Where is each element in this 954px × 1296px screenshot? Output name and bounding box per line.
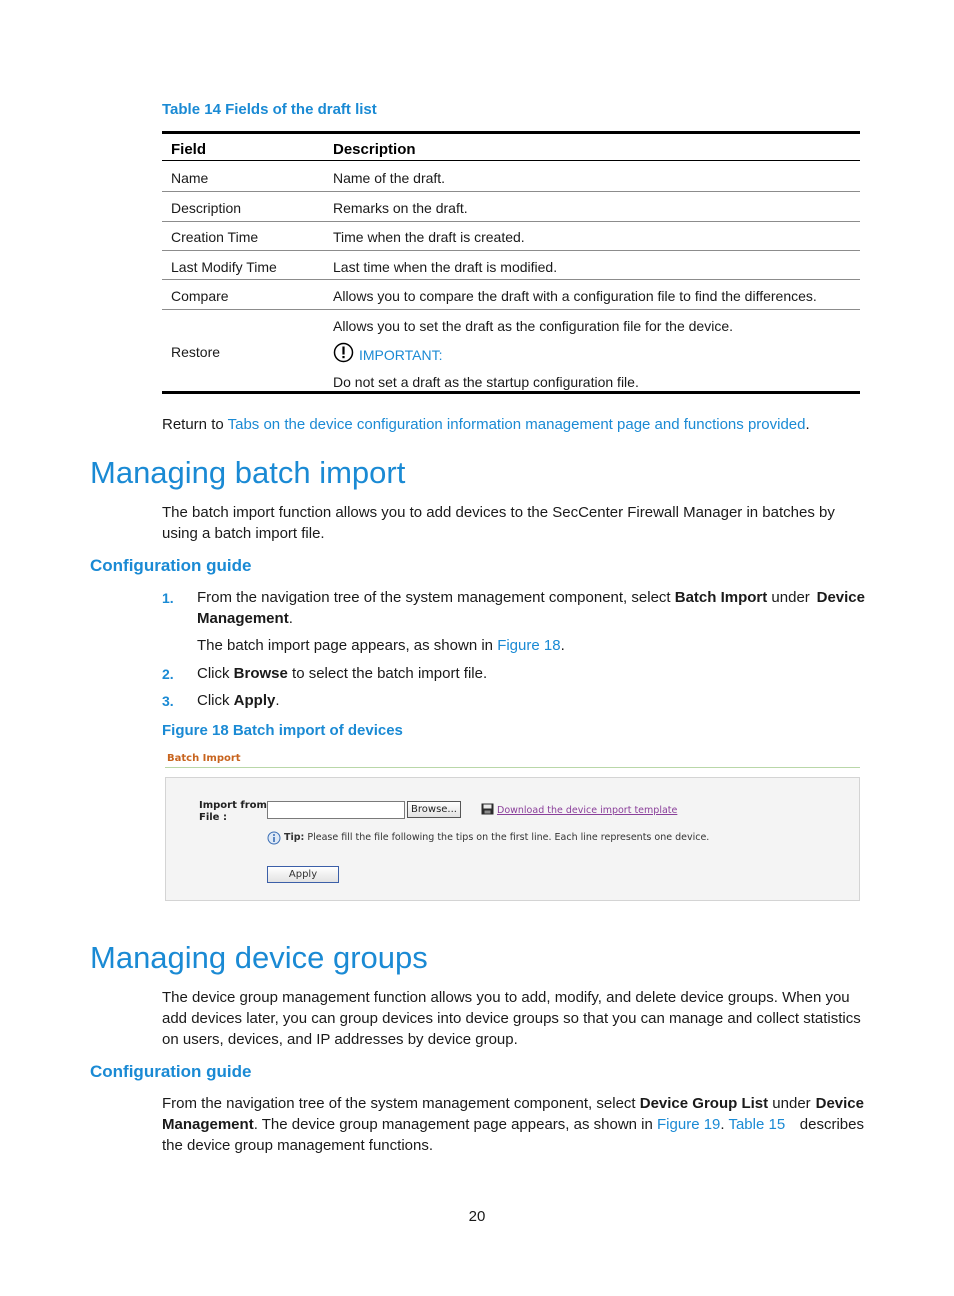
step-text: Click <box>197 665 234 682</box>
step-text: to select the batch import file. <box>287 665 488 682</box>
step-text: . <box>560 637 565 654</box>
row-name-field: Name <box>171 170 209 186</box>
row-description-description: Remarks on the draft. <box>333 200 468 216</box>
section-title-batch-import: Managing batch import <box>90 455 406 490</box>
intro-line: The device group management function allows you to add, modify, and delete device groups. When you <box>162 989 850 1006</box>
return-suffix: . <box>805 416 810 433</box>
row-divider <box>162 279 860 280</box>
figure-caption: Figure 18 Batch import of devices <box>162 722 403 739</box>
table-caption: Table 14 Fields of the draft list <box>162 101 377 118</box>
step-text: From the navigation tree of the system management component, select <box>197 589 675 606</box>
return-prefix: Return to <box>162 416 228 433</box>
browse-button[interactable]: Browse... <box>407 801 461 818</box>
row-compare-field: Compare <box>171 288 229 304</box>
intro-line: add devices later, you can group devices into device groups so that you can manage and collect statistics <box>162 1010 861 1027</box>
intro-line: on users, devices, and IP addresses by device group. <box>162 1031 518 1048</box>
return-line <box>162 414 810 435</box>
import-from-label <box>199 800 267 824</box>
figure-19-link[interactable]: Figure 19 <box>657 1116 721 1133</box>
step-number: 3. <box>162 693 174 709</box>
table-bottom-rule <box>162 391 860 394</box>
save-icon <box>481 803 494 815</box>
subsection-title-configuration-guide: Configuration guide <box>90 556 252 575</box>
row-restore-field: Restore <box>171 344 221 360</box>
apply-button[interactable]: Apply <box>267 866 339 883</box>
step-1-line-1 <box>197 587 865 608</box>
device-group-guide-paragraph <box>162 1093 864 1156</box>
step-2 <box>197 663 487 684</box>
guide-line-1 <box>162 1093 864 1114</box>
important-label: IMPORTANT: <box>359 347 443 363</box>
panel-title-rule <box>165 767 860 768</box>
subsection-title-configuration-guide: Configuration guide <box>90 1062 252 1081</box>
batch-import-panel-title: Batch Import <box>167 753 241 764</box>
guide-text: describes <box>799 1116 864 1133</box>
guide-line-3: the device group management functions. <box>162 1137 434 1154</box>
step-bold-browse: Browse <box>233 665 288 682</box>
important-icon <box>333 342 354 363</box>
batch-import-intro <box>162 502 864 544</box>
step-3 <box>197 690 280 711</box>
table-header-rule <box>162 160 860 161</box>
device-groups-intro <box>162 987 864 1050</box>
step-text: Click <box>197 692 234 709</box>
row-creation-time-field: Creation Time <box>171 229 259 245</box>
import-file-input[interactable] <box>267 801 405 819</box>
step-1-result <box>197 635 565 656</box>
guide-bold-device-group-list: Device Group List <box>639 1095 769 1112</box>
table-top-rule <box>162 131 860 134</box>
step-bold-apply: Apply <box>233 692 276 709</box>
import-label-line: Import from <box>199 800 267 811</box>
step-number: 2. <box>162 666 174 682</box>
download-template-link[interactable]: Download the device import template <box>497 805 678 816</box>
row-divider <box>162 221 860 222</box>
column-header-description: Description <box>333 141 416 158</box>
step-text: . <box>275 692 280 709</box>
row-divider <box>162 191 860 192</box>
figure-18-link[interactable]: Figure 18 <box>497 637 561 654</box>
step-1-line-2 <box>197 608 865 629</box>
row-creation-time-description: Time when the draft is created. <box>333 229 525 245</box>
guide-text: From the navigation tree of the system management component, select <box>162 1095 640 1112</box>
step-text: . <box>288 610 293 627</box>
step-bold-batch-import: Batch Import <box>674 589 768 606</box>
return-link[interactable]: Tabs on the device configuration information management page and functions provided <box>227 416 806 433</box>
step-text: The batch import page appears, as shown in <box>197 637 498 654</box>
page-number: 20 <box>468 1208 486 1225</box>
step-bold-device: Device <box>816 589 865 606</box>
important-text: Do not set a draft as the startup configuration file. <box>333 374 639 390</box>
row-description-field: Description <box>171 200 242 216</box>
guide-bold-device: Device <box>815 1095 864 1112</box>
tip-body: Please fill the file following the tips on the first line. Each line represents one device. <box>304 832 710 843</box>
intro-line: using a batch import file. <box>162 525 325 542</box>
guide-bold-management: Management <box>162 1116 254 1133</box>
row-divider <box>162 250 860 251</box>
intro-line: The batch import function allows you to add devices to the SecCenter Firewall Manager in batches by <box>162 504 835 521</box>
row-last-modify-time-description: Last time when the draft is modified. <box>333 259 558 275</box>
row-last-modify-time-field: Last Modify Time <box>171 259 277 275</box>
tip-label: Tip: <box>284 832 305 843</box>
section-title-device-groups: Managing device groups <box>90 940 428 975</box>
row-name-description: Name of the draft. <box>333 170 446 186</box>
step-number: 1. <box>162 590 174 606</box>
column-header-field: Field <box>171 141 207 158</box>
row-restore-description: Allows you to set the draft as the configuration file for the device. <box>333 318 733 334</box>
info-icon <box>267 831 282 845</box>
table-15-link[interactable]: Table 15 <box>728 1116 786 1133</box>
step-bold-management: Management <box>197 610 289 627</box>
guide-line-2 <box>162 1114 864 1135</box>
tip-text <box>284 832 709 843</box>
guide-text: under <box>768 1095 811 1112</box>
row-compare-description: Allows you to compare the draft with a configuration file to find the differences. <box>333 288 817 304</box>
step-text: under <box>767 589 810 606</box>
import-label-line: File : <box>199 812 227 823</box>
row-divider <box>162 309 860 310</box>
guide-text: . The device group management page appears, as shown in <box>253 1116 658 1133</box>
guide-text: . <box>720 1116 729 1133</box>
step-1 <box>197 587 865 629</box>
